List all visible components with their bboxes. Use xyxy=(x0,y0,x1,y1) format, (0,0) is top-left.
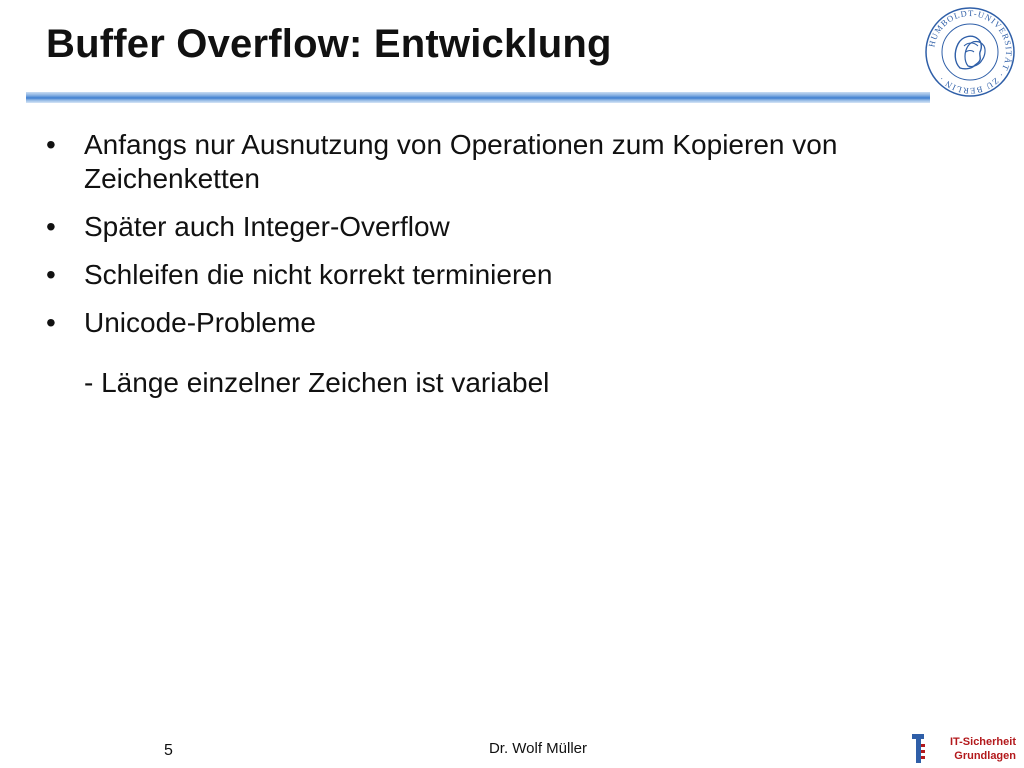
list-item xyxy=(46,210,966,244)
bullet-text: Anfangs nur Ausnutzung von Operationen zum Kopieren von Zeichenketten xyxy=(84,129,838,194)
list-item xyxy=(46,306,966,340)
bullet-text: Später auch Integer-Overflow xyxy=(84,211,450,242)
list-item xyxy=(46,258,966,292)
sub-bullet-text: - Länge einzelner Zeichen ist variabel xyxy=(84,367,550,398)
brand-label xyxy=(940,735,1016,763)
bullet-text: Unicode-Probleme xyxy=(84,307,316,338)
bullet-list xyxy=(46,128,966,354)
slide-title: Buffer Overflow: Entwicklung xyxy=(46,22,612,66)
university-seal-logo xyxy=(924,6,1016,98)
title-divider xyxy=(26,92,930,103)
bullet-text: Schleifen die nicht korrekt terminieren xyxy=(84,259,553,290)
brand-line-1: IT-Sicherheit xyxy=(949,736,1016,748)
bullet-dot: • xyxy=(46,211,56,242)
bullet-dot: • xyxy=(46,307,56,338)
footer-author: Dr. Wolf Müller xyxy=(488,740,588,757)
brand-line-2: Grundlagen xyxy=(954,750,1016,762)
bullet-dot: • xyxy=(46,129,56,160)
svg-text:HUMBOLDT-UNIVERSITÄT · ZU BERL: HUMBOLDT-UNIVERSITÄT · ZU BERLIN · xyxy=(926,7,1015,97)
list-item xyxy=(46,128,966,196)
page-number: 5 xyxy=(164,742,173,759)
bullet-dot: • xyxy=(46,259,56,290)
